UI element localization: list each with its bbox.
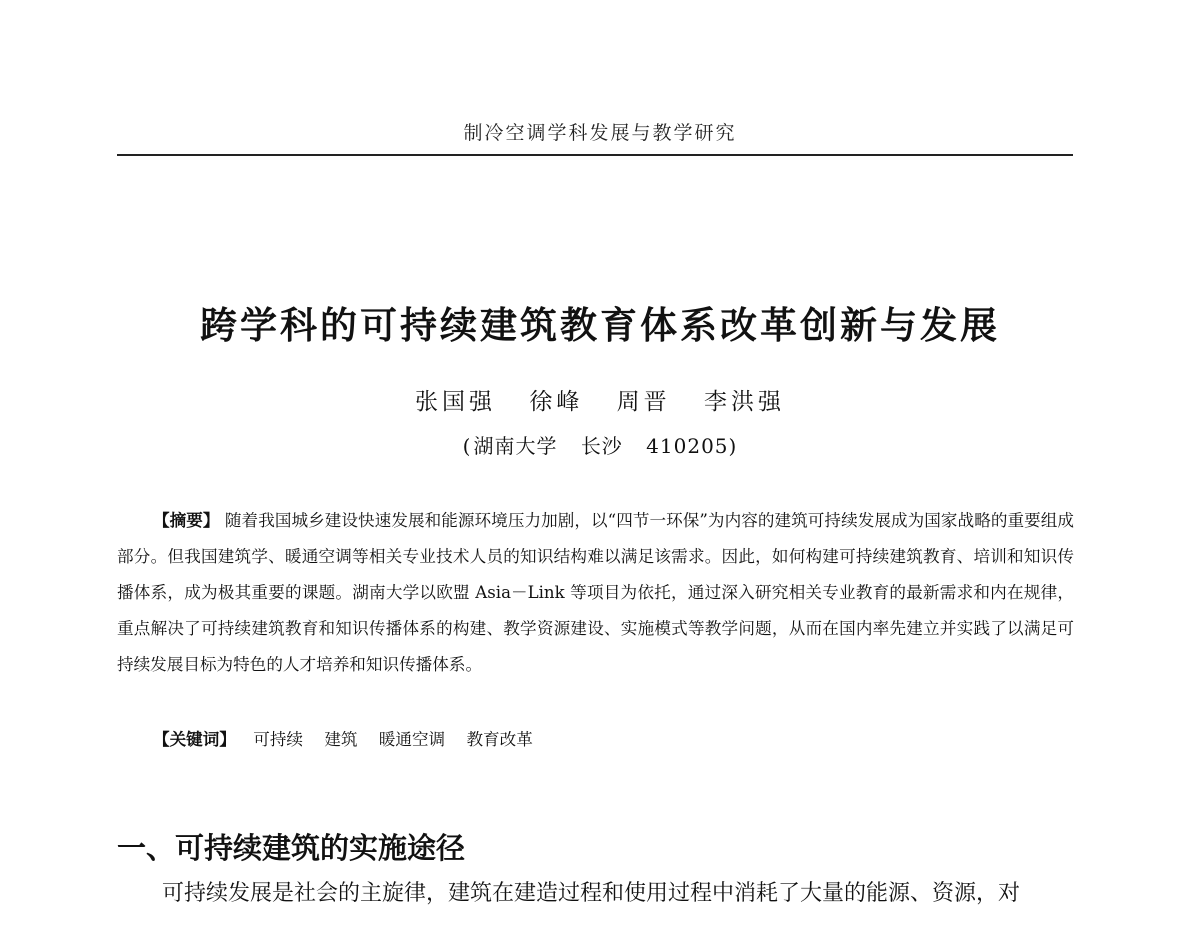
affiliation-close-paren: )	[728, 434, 738, 458]
keyword: 教育改革	[466, 730, 533, 749]
affiliation-postcode: 410205	[646, 434, 729, 458]
header-rule	[117, 154, 1073, 156]
body-paragraph: 可持续发展是社会的主旋律，建筑在建造过程和使用过程中消耗了大量的能源、资源，对	[162, 881, 1021, 906]
author-name: 周晋	[616, 389, 671, 415]
author-list	[0, 383, 1200, 416]
section-heading: 一、可持续建筑的实施途径	[117, 831, 466, 865]
author-name: 李洪强	[703, 389, 785, 415]
affiliation-city: 长沙	[580, 434, 623, 458]
keywords	[153, 721, 1053, 758]
author-name: 徐峰	[529, 389, 584, 415]
affiliation-institution: 湖南大学	[473, 434, 558, 458]
running-head: 制冷空调学科发展与教学研究	[463, 122, 737, 144]
keywords-label: 【关键词】	[153, 729, 236, 749]
abstract	[117, 502, 1074, 683]
affiliation	[0, 430, 1200, 459]
abstract-label: 【摘要】	[153, 510, 220, 530]
author-name: 张国强	[415, 389, 497, 415]
keyword: 暖通空调	[378, 730, 446, 749]
affiliation-open-paren: (	[462, 434, 472, 458]
abstract-text: 随着我国城乡建设快速发展和能源环境压力加剧，以“四节一环保”为内容的建筑可持续发展成为国家战略的重要组成部分。但我国建筑学、暖通空调等相关专业技术人员的知识结构难以满足该需求。因此，如何构建可持续建筑教育、培训和知识传播体系，成为极其重要的课题。湖南大学以欧盟 Asia－Link 等项目为依托，通过深入研究相关专业教育的最新需求和内在规律，重点解决了可持续建筑教育和知识传播体系的构建、教学资源建设、实施模式等教学问题，从而在国内率先建立并实践了以满足可持续发展目标为特色的人才培养和知识传播体系。	[117, 511, 1075, 674]
keyword: 建筑	[324, 730, 358, 749]
paper-title: 跨学科的可持续建筑教育体系改革创新与发展	[200, 304, 1000, 347]
keyword: 可持续	[253, 730, 304, 749]
